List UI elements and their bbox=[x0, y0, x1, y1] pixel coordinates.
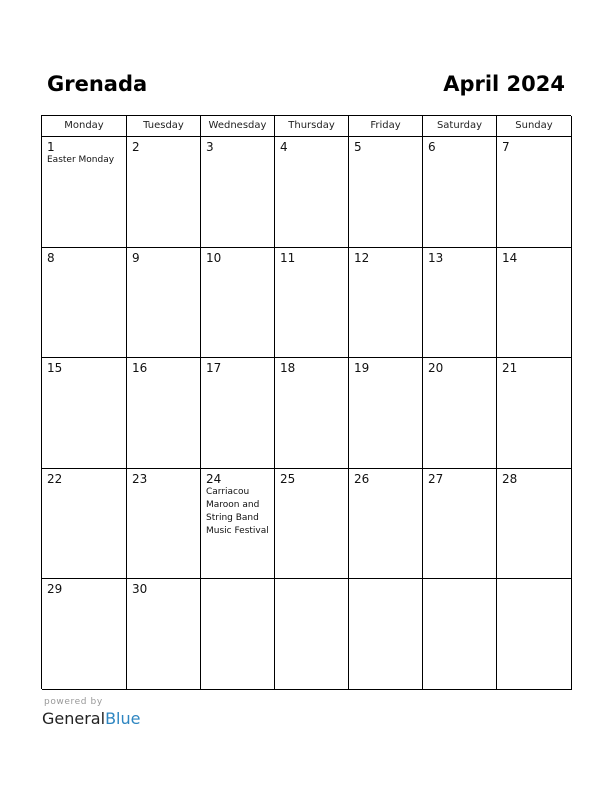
day-cell bbox=[42, 137, 127, 248]
generalblue-logo[interactable] bbox=[42, 709, 140, 729]
weekday-header-monday: Monday bbox=[42, 116, 127, 137]
day-number: 30 bbox=[132, 582, 148, 596]
powered-by-text: powered by bbox=[44, 697, 103, 707]
day-cell bbox=[201, 358, 275, 469]
day-number: 7 bbox=[502, 140, 510, 154]
day-number: 28 bbox=[502, 472, 518, 486]
weekday-header-wednesday: Wednesday bbox=[201, 116, 275, 137]
weekday-header-thursday: Thursday bbox=[275, 116, 349, 137]
holiday-label: Easter Monday bbox=[47, 155, 115, 165]
day-cell bbox=[127, 358, 201, 469]
day-cell bbox=[423, 248, 497, 358]
day-number: 15 bbox=[47, 361, 63, 375]
day-number: 8 bbox=[47, 251, 55, 265]
day-number: 22 bbox=[47, 472, 63, 486]
day-number: 13 bbox=[428, 251, 444, 265]
day-cell bbox=[497, 248, 572, 358]
weekday-header-sunday: Sunday bbox=[497, 116, 572, 137]
day-number: 1 bbox=[47, 140, 55, 154]
day-number: 6 bbox=[428, 140, 436, 154]
day-cell bbox=[349, 248, 423, 358]
day-number: 5 bbox=[354, 140, 362, 154]
day-cell bbox=[349, 358, 423, 469]
day-cell bbox=[127, 469, 201, 579]
day-cell bbox=[201, 469, 275, 579]
day-number: 12 bbox=[354, 251, 370, 265]
day-cell bbox=[497, 358, 572, 469]
day-cell bbox=[201, 248, 275, 358]
day-number: 23 bbox=[132, 472, 148, 486]
day-cell bbox=[423, 137, 497, 248]
brand-name-part1: General bbox=[42, 709, 106, 728]
day-cell bbox=[275, 579, 349, 690]
day-number: 25 bbox=[280, 472, 296, 486]
day-number: 10 bbox=[206, 251, 222, 265]
day-cell bbox=[127, 579, 201, 690]
calendar-grid bbox=[41, 115, 571, 689]
day-cell bbox=[497, 579, 572, 690]
day-cell bbox=[497, 469, 572, 579]
day-cell bbox=[275, 248, 349, 358]
weekday-header-friday: Friday bbox=[349, 116, 423, 137]
day-cell bbox=[127, 137, 201, 248]
calendar-country-title: Grenada bbox=[47, 72, 148, 96]
day-cell bbox=[275, 469, 349, 579]
holiday-label: Carriacou Maroon and String Band Music Festival bbox=[206, 487, 269, 536]
day-number: 16 bbox=[132, 361, 148, 375]
brand-name-part2: Blue bbox=[105, 709, 141, 728]
day-number: 17 bbox=[206, 361, 222, 375]
day-cell bbox=[275, 358, 349, 469]
day-cell bbox=[275, 137, 349, 248]
day-number: 18 bbox=[280, 361, 296, 375]
day-number: 20 bbox=[428, 361, 444, 375]
day-number: 2 bbox=[132, 140, 140, 154]
day-number: 29 bbox=[47, 582, 63, 596]
day-cell bbox=[349, 579, 423, 690]
day-number: 21 bbox=[502, 361, 518, 375]
day-cell bbox=[423, 579, 497, 690]
day-number: 3 bbox=[206, 140, 214, 154]
day-number: 27 bbox=[428, 472, 444, 486]
day-cell bbox=[201, 579, 275, 690]
day-number: 24 bbox=[206, 472, 222, 486]
day-cell bbox=[423, 358, 497, 469]
weekday-header-saturday: Saturday bbox=[423, 116, 497, 137]
day-number: 26 bbox=[354, 472, 370, 486]
footer-branding bbox=[42, 697, 140, 729]
day-number: 11 bbox=[280, 251, 296, 265]
day-cell bbox=[42, 248, 127, 358]
day-number: 4 bbox=[280, 140, 288, 154]
day-cell bbox=[201, 137, 275, 248]
day-cell bbox=[349, 469, 423, 579]
weekday-header-tuesday: Tuesday bbox=[127, 116, 201, 137]
day-number: 19 bbox=[354, 361, 370, 375]
day-cell bbox=[42, 579, 127, 690]
day-number: 14 bbox=[502, 251, 518, 265]
day-cell bbox=[42, 358, 127, 469]
day-cell bbox=[349, 137, 423, 248]
day-cell bbox=[423, 469, 497, 579]
calendar-month-title: April 2024 bbox=[443, 72, 565, 96]
day-cell bbox=[42, 469, 127, 579]
day-number: 9 bbox=[132, 251, 140, 265]
day-cell bbox=[127, 248, 201, 358]
day-cell bbox=[497, 137, 572, 248]
